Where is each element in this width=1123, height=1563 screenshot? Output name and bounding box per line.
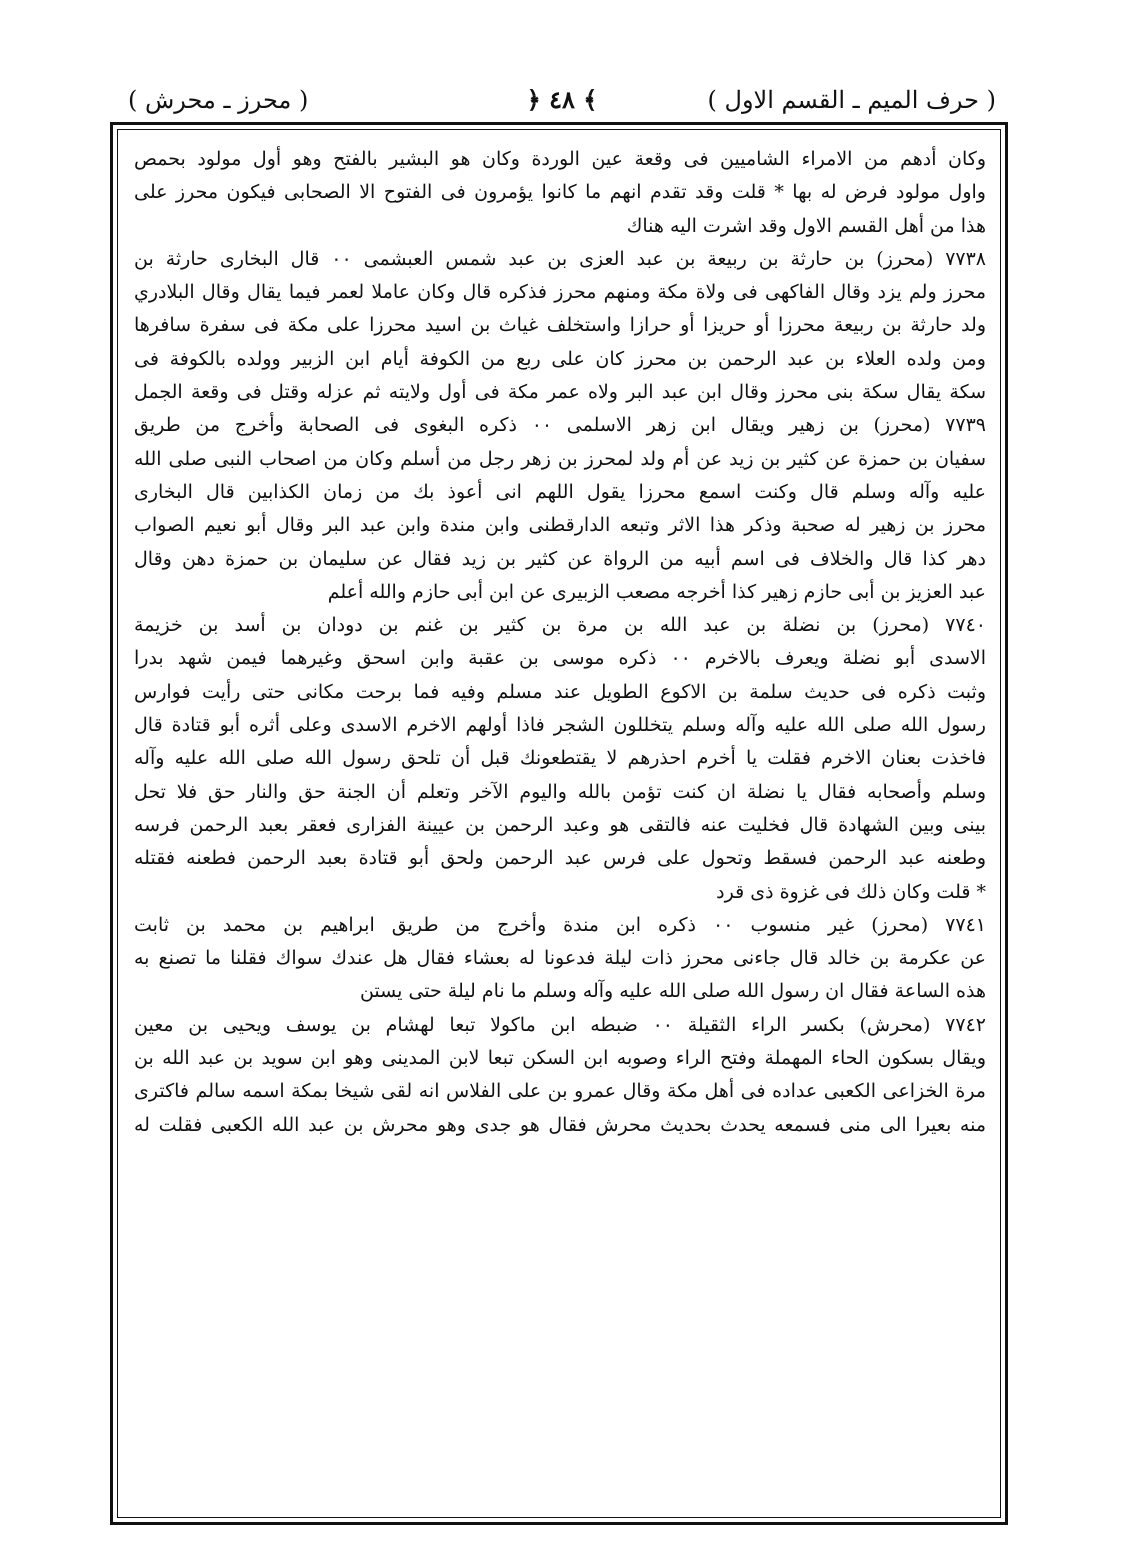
text-line: وثبت ذكره فى حديث سلمة بن الاكوع الطويل عند مسلم وفيه فما برحت مكانى حتى رأيت فوارس bbox=[134, 680, 986, 703]
text-line: محرز بن زهير له صحبة وذكر هذا الاثر وتبعه الدارقطنى وابن مندة وابن عبد البر وقال أبو نعيم الصواب bbox=[134, 514, 986, 537]
text-line: ٧٧٣٩ (محرز) بن زهير ويقال ابن زهر الاسلمى ٠٠ ذكره البغوى فى الصحابة وأخرج من طريق bbox=[134, 414, 986, 437]
text-line: ويقال بسكون الحاء المهملة وفتح الراء وصوبه ابن السكن تبعا لابن المدينى وهو ابن سويد بن عبد الله بن bbox=[134, 1047, 986, 1070]
text-line: مرة الخزاعى الكعبى عداده فى أهل مكة وقال عمرو بن على الفلاس انه لقى شيخا بمكة اسمه سالم فاكترى bbox=[134, 1080, 986, 1103]
text-line: فاخذت بعنان الاخرم فقلت يا أخرم احذرهم لا يقتطعونك قبل أن تلحق رسول الله صلى الله عليه وآله bbox=[134, 747, 986, 770]
text-line: وطعنه عبد الرحمن فسقط وتحول على فرس عبد الرحمن ولحق أبو قتادة بعبد الرحمن فطعنه فقتله bbox=[134, 847, 986, 870]
text-line: وكان أدهم من الامراء الشاميين فى وقعة عين الوردة وكان هو البشير بالفتح وهو أول مولود بحمص bbox=[134, 148, 986, 170]
section-title: ( حرف الميم ـ القسم الاول ) bbox=[707, 86, 996, 114]
text-line: عن عكرمة بن خالد قال جاءنى محرز ذات ليلة فدعونا له بعشاء فقال هل عندك سواك فقلنا ما تصنع به bbox=[134, 947, 986, 970]
text-line: واول مولود فرض له بها * قلت وقد تقدم انهم ما كانوا يؤمرون فى الفتوح الا الصحابى فيكون محرز على bbox=[134, 181, 986, 204]
text-line: الاسدى أبو نضلة ويعرف بالاخرم ٠٠ ذكره موسى بن عقبة وابن اسحق وغيرهما فيمن شهد بدرا bbox=[134, 647, 986, 670]
page-header bbox=[128, 80, 996, 120]
text-line: دهر كذا قال والخلاف فى اسم أبيه من الرواة عن كثير بن زيد فقال عن سليمان بن حمزة دهن وقال bbox=[134, 547, 986, 570]
text-line: عبد العزيز بن أبى حازم زهير كذا أخرجه مصعب الزبيرى عن ابن أبى حازم والله أعلم bbox=[327, 580, 986, 603]
text-line: هذا من أهل القسم الاول وقد اشرت اليه هناك bbox=[626, 214, 986, 237]
body-text bbox=[134, 143, 986, 1142]
text-line: ٧٧٤١ (محرز) غير منسوب ٠٠ ذكره ابن مندة وأخرج من طريق ابراهيم بن محمد بن ثابت bbox=[134, 913, 986, 936]
text-line: محرز ولم يزد وقال الفاكهى فى ولاة مكة ومنهم محرز فذكره قال وكان عاملا لعمر فيما يقال وقال البلادري bbox=[134, 281, 986, 304]
text-line: ومن ولده العلاء بن عبد الرحمن بن محرز كان على ربع من الكوفة أيام ابن الزبير وولده بالكوفة فى bbox=[134, 347, 986, 370]
text-line: عليه وآله وسلم قال وكنت اسمع محرزا يقول اللهم انى أعوذ بك من زمان الكذابين قال البخارى bbox=[134, 480, 986, 503]
text-line: ولد حارثة بن ربيعة محرزا أو حريزا أو حرازا واستخلف غياث بن اسيد محرزا على مكة فى سفرة سافرها bbox=[134, 314, 986, 337]
text-line: وسلم وأصحابه فقال يا نضلة ان كنت تؤمن بالله واليوم الآخر وتعلم أن الجنة حق والنار حق فلا تحل bbox=[134, 780, 986, 803]
text-line: هذه الساعة فقال ان رسول الله صلى الله عليه وآله وسلم ما نام ليلة حتى يستن bbox=[359, 980, 986, 1003]
text-line: منه بعيرا الى منى فسمعه يحدث بحديث محرش فقال هو جدى وهو محرش بن عبد الله الكعبى فقلت له bbox=[134, 1113, 986, 1136]
entry-range-title: ( محرز ـ محرش ) bbox=[128, 86, 309, 114]
text-line: بينى وبين الشهادة قال فخليت عنه فالتقى هو وعبد الرحمن بن عيينة الفزارى فعقر بعبد الرحمن فرسه bbox=[134, 813, 986, 836]
text-line: رسول الله صلى الله عليه وآله وسلم يتخللون الشجر فاذا أولهم الاخرم الاسدى وعلى أثره أبو قتادة قال bbox=[134, 714, 986, 737]
text-line: سكة يقال سكة بنى محرز وقال ابن عبد البر ولاه عمر مكة فى أول ولايته ثم عزله وقتل فى وقعة الجمل bbox=[134, 381, 986, 404]
text-line: * قلت وكان ذلك فى غزوة ذى قرد bbox=[716, 880, 986, 903]
text-line: ٧٧٣٨ (محرز) بن حارثة بن ربيعة بن عبد العزى بن عبد شمس العبشمى ٠٠ قال البخارى حارثة بن bbox=[134, 247, 986, 270]
text-line: سفيان بن حمزة عن كثير بن زيد عن أم ولد لمحرز بن زهر رجل من أسلم وكان من اصحاب النبى صلى الله bbox=[134, 447, 986, 470]
page-number: ﴿ ٤٨ ﴾ bbox=[526, 85, 598, 114]
text-line: ٧٧٤٢ (محرش) بكسر الراء الثقيلة ٠٠ ضبطه ابن ماكولا تبعا لهشام بن يوسف ويحيى بن معين bbox=[134, 1013, 986, 1036]
text-line: ٧٧٤٠ (محرز) بن نضلة بن عبد الله بن مرة بن كثير بن غنم بن دودان بن أسد بن خزيمة bbox=[134, 614, 986, 637]
